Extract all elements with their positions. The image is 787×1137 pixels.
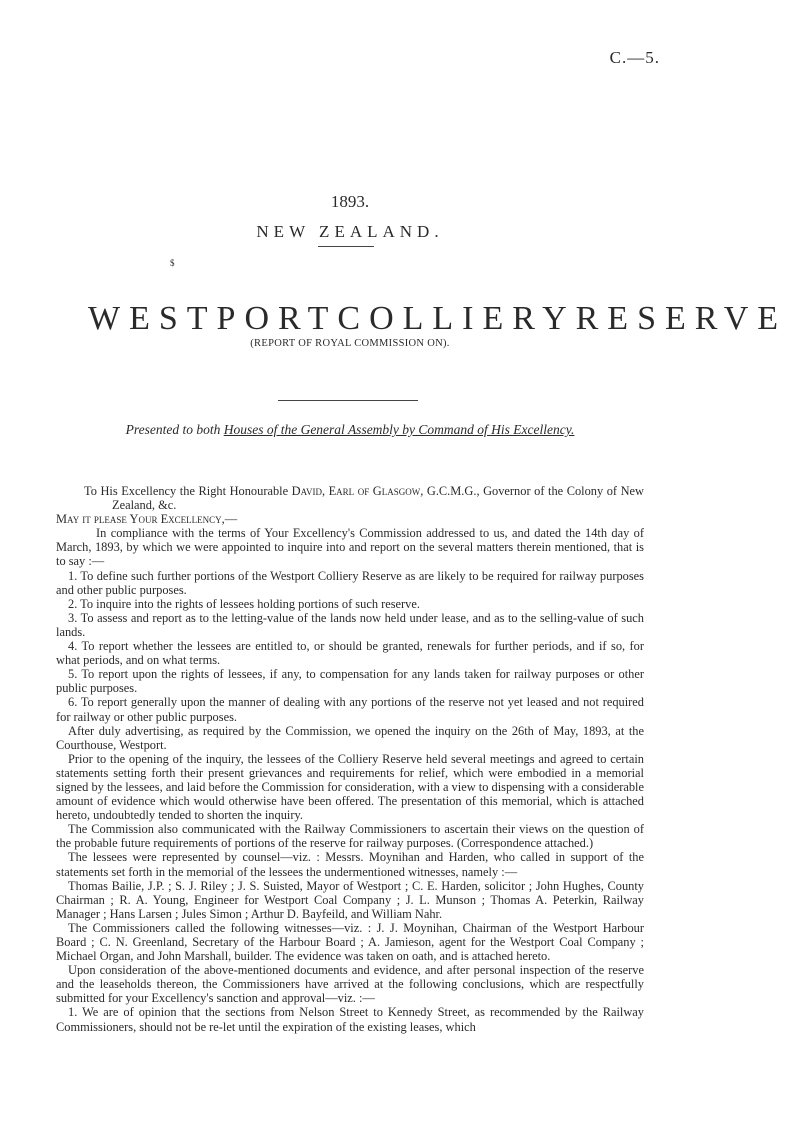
subtitle: (REPORT OF ROYAL COMMISSION ON). xyxy=(250,338,450,349)
paragraph: 5. To report upon the rights of lessees, if any, to compensation for any lands taken for railway purposes or other public purposes. xyxy=(56,667,644,696)
report-body xyxy=(56,484,644,1034)
short-divider xyxy=(318,246,374,247)
paragraph: 2. To inquire into the rights of lessees holding portions of such reserve. xyxy=(68,596,420,611)
document-year: 1893. xyxy=(330,192,370,211)
presented-prefix: Presented to both xyxy=(125,422,224,437)
paragraph: 3. To assess and report as to the letting-value of the lands now held under lease, and as to the selling-value of such lands. xyxy=(56,610,644,639)
governor-name: David, Earl of Glasgow xyxy=(291,484,421,498)
presented-underlined: Houses of the General Assembly by Command of His Excellency. xyxy=(223,422,575,437)
paragraph: In compliance with the terms of Your Excellency's Commission addressed to us, and dated the 14th day of March, 1893, by which we were appointed to inquire into and report on the several matters therein mentioned, that is to say :— xyxy=(56,526,644,569)
paragraph: 6. To report generally upon the manner of dealing with any portions of the reserve not yet leased and not required for railway or other public purposes. xyxy=(56,695,644,724)
title-word: WESTPORT xyxy=(88,300,338,337)
paragraph: The Commissioners called the following witnesses—viz. : J. J. Moynihan, Chairman of the Westport Harbour Board ; C. N. Greenland, Secretary of the Harbour Board ; A. Jamieson, agent for the Westport Coal Company ; Michael Organ, and John Marshall, builder. The evidence was taken on oath, and is attached hereto. xyxy=(56,920,644,964)
paragraph: After duly advertising, as required by the Commission, we opened the inquiry on the 26th of May, 1893, at the Courthouse, Westport. xyxy=(56,723,644,752)
paragraph: 1. We are of opinion that the sections from Nelson Street to Kennedy Street, as recommended by the Railway Commissioners, should not be re-let until the expiration of the existing leases, which xyxy=(56,1005,644,1034)
paragraph: Prior to the opening of the inquiry, the lessees of the Colliery Reserve held several meetings and agreed to certain statements setting forth their present grievances and requirements for relief, which were embodied in a memorial signed by the lessees, and laid before the Commission for consideration, with a view to dispensing with a considerable amount of evidence which would otherwise have been offered. The presentation of this memorial, which is attached hereto, undoubtedly tended to shorten the inquiry. xyxy=(56,751,644,823)
title-word: RESERVE xyxy=(575,300,787,337)
salutation: May it please Your Excellency,— xyxy=(56,512,238,527)
paragraph: The Commission also communicated with the Railway Commissioners to ascertain their views on the question of the probable future requirements of portions of the reserve for railway purposes. (Correspondence attached.) xyxy=(56,822,644,851)
country-heading: NEW ZEALAND. xyxy=(256,222,444,241)
paragraph: The lessees were represented by counsel—viz. : Messrs. Moynihan and Harden, who called in support of the statements set forth in the memorial of the lessees the undermentioned witnesses, namely :— xyxy=(56,850,644,879)
title-word: COLLIERY xyxy=(337,300,576,337)
paragraph: Thomas Bailie, J.P. ; S. J. Riley ; J. S. Suisted, Mayor of Westport ; C. E. Harden, solicitor ; John Hughes, County Chairman ; R. A. Young, Engineer for Westport Coal Company ; J. L. Munson ; Thomas A. Peterkin, Railway Manager ; Hans Larsen ; Jules Simon ; Arthur D. Bayfeild, and William Nahr. xyxy=(56,878,644,921)
main-title xyxy=(88,300,787,338)
address-line: To His Excellency the Right Honourable David, Earl of Glasgow, G.C.M.G., Governor of the Colony of New Zealand, &c. xyxy=(84,484,645,513)
page-reference: C.—5. xyxy=(609,48,660,67)
stray-mark: $ xyxy=(170,258,175,268)
section-divider xyxy=(278,400,418,401)
paragraph: 4. To report whether the lessees are entitled to, or should be granted, renewals for further periods, and if so, for what periods, and on what terms. xyxy=(56,639,644,668)
presented-line xyxy=(0,422,700,438)
paragraph: Upon consideration of the above-mentioned documents and evidence, and after personal inspection of the reserve and the leaseholds thereon, the Commissioners have arrived at the following conclusions, which are respectfully submitted for your Excellency's sanction and approval—viz. :— xyxy=(56,963,644,1006)
paragraph: 1. To define such further portions of the Westport Colliery Reserve as are likely to be required for railway purposes and other public purposes. xyxy=(56,568,644,597)
